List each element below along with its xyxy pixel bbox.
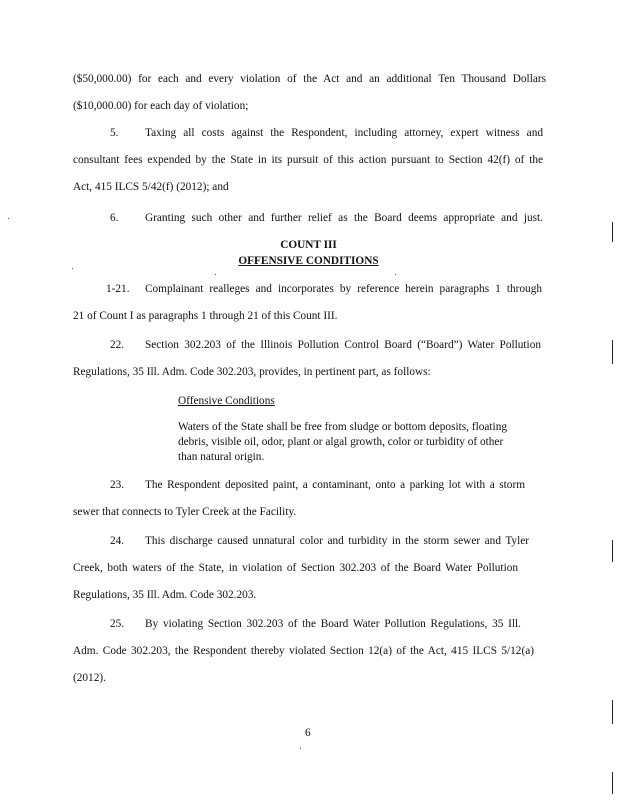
quote-line: debris, visible oil, odor, plant or algal growth, color or turbidity of other xyxy=(178,436,504,448)
scan-mark xyxy=(612,772,613,794)
quote-line: Waters of the State shall be free from sludge or bottom deposits, floating xyxy=(178,421,507,433)
text-line: 21 of Count I as paragraphs 1 through 21 of this Count III. xyxy=(73,310,338,322)
page-number: 6 xyxy=(305,727,311,739)
text-line: Section 302.203 of the Illinois Pollution Control Board (“Board”) Water Pollution xyxy=(145,339,541,351)
paragraph-number: 23. xyxy=(110,479,125,491)
scan-dot xyxy=(8,218,9,219)
text-line: Regulations, 35 Ill. Adm. Code 302.203, provides, in pertinent part, as follows: xyxy=(73,366,431,378)
count-heading: COUNT III xyxy=(280,239,337,251)
text-line: By violating Section 302.203 of the Board Water Pollution Regulations, 35 Ill. xyxy=(145,618,521,630)
quote-line: than natural origin. xyxy=(178,451,265,463)
scan-mark xyxy=(612,340,613,364)
text-line: Creek, both waters of the State, in violation of Section 302.203 of the Board Water Pollution xyxy=(73,562,518,574)
text-line: sewer that connects to Tyler Creek at the Facility. xyxy=(73,506,297,518)
paragraph-number: 1-21. xyxy=(106,283,130,295)
text-line: ($10,000.00) for each day of violation; xyxy=(73,100,249,112)
text-line: Act, 415 ILCS 5/42(f) (2012); and xyxy=(73,181,229,193)
text-line: consultant fees expended by the State in its pursuit of this action pursuant to Section 42(f) of the xyxy=(73,154,543,166)
item-number: 6. xyxy=(110,212,119,224)
paragraph-number: 24. xyxy=(110,535,125,547)
text-line: Complainant realleges and incorporates by reference herein paragraphs 1 through xyxy=(145,283,542,295)
text-line: ($50,000.00) for each and every violation of the Act and an additional Ten Thousand Dollars xyxy=(73,73,546,85)
text-line: Regulations, 35 Ill. Adm. Code 302.203. xyxy=(73,589,257,601)
text-line: (2012). xyxy=(73,672,106,684)
text-line: The Respondent deposited paint, a contaminant, onto a parking lot with a storm xyxy=(145,479,525,491)
scan-dot xyxy=(395,274,396,275)
section-title: OFFENSIVE CONDITIONS xyxy=(238,255,379,267)
quote-title: Offensive Conditions xyxy=(178,395,275,407)
scan-dot xyxy=(300,748,301,749)
scan-mark xyxy=(612,222,613,242)
scan-dot xyxy=(72,268,73,269)
scan-dot xyxy=(215,274,216,275)
text-line: Taxing all costs against the Respondent, including attorney, expert witness and xyxy=(145,127,543,139)
scan-mark xyxy=(612,540,613,562)
item-number: 5. xyxy=(110,127,119,139)
scan-mark xyxy=(612,700,613,724)
paragraph-number: 25. xyxy=(110,618,125,630)
text-line: Granting such other and further relief as the Board deems appropriate and just. xyxy=(145,212,543,224)
paragraph-number: 22. xyxy=(110,339,125,351)
text-line: Adm. Code 302.203, the Respondent thereby violated Section 12(a) of the Act, 415 ILCS 5/12(a) xyxy=(73,645,534,657)
text-line: This discharge caused unnatural color and turbidity in the storm sewer and Tyler xyxy=(145,535,529,547)
